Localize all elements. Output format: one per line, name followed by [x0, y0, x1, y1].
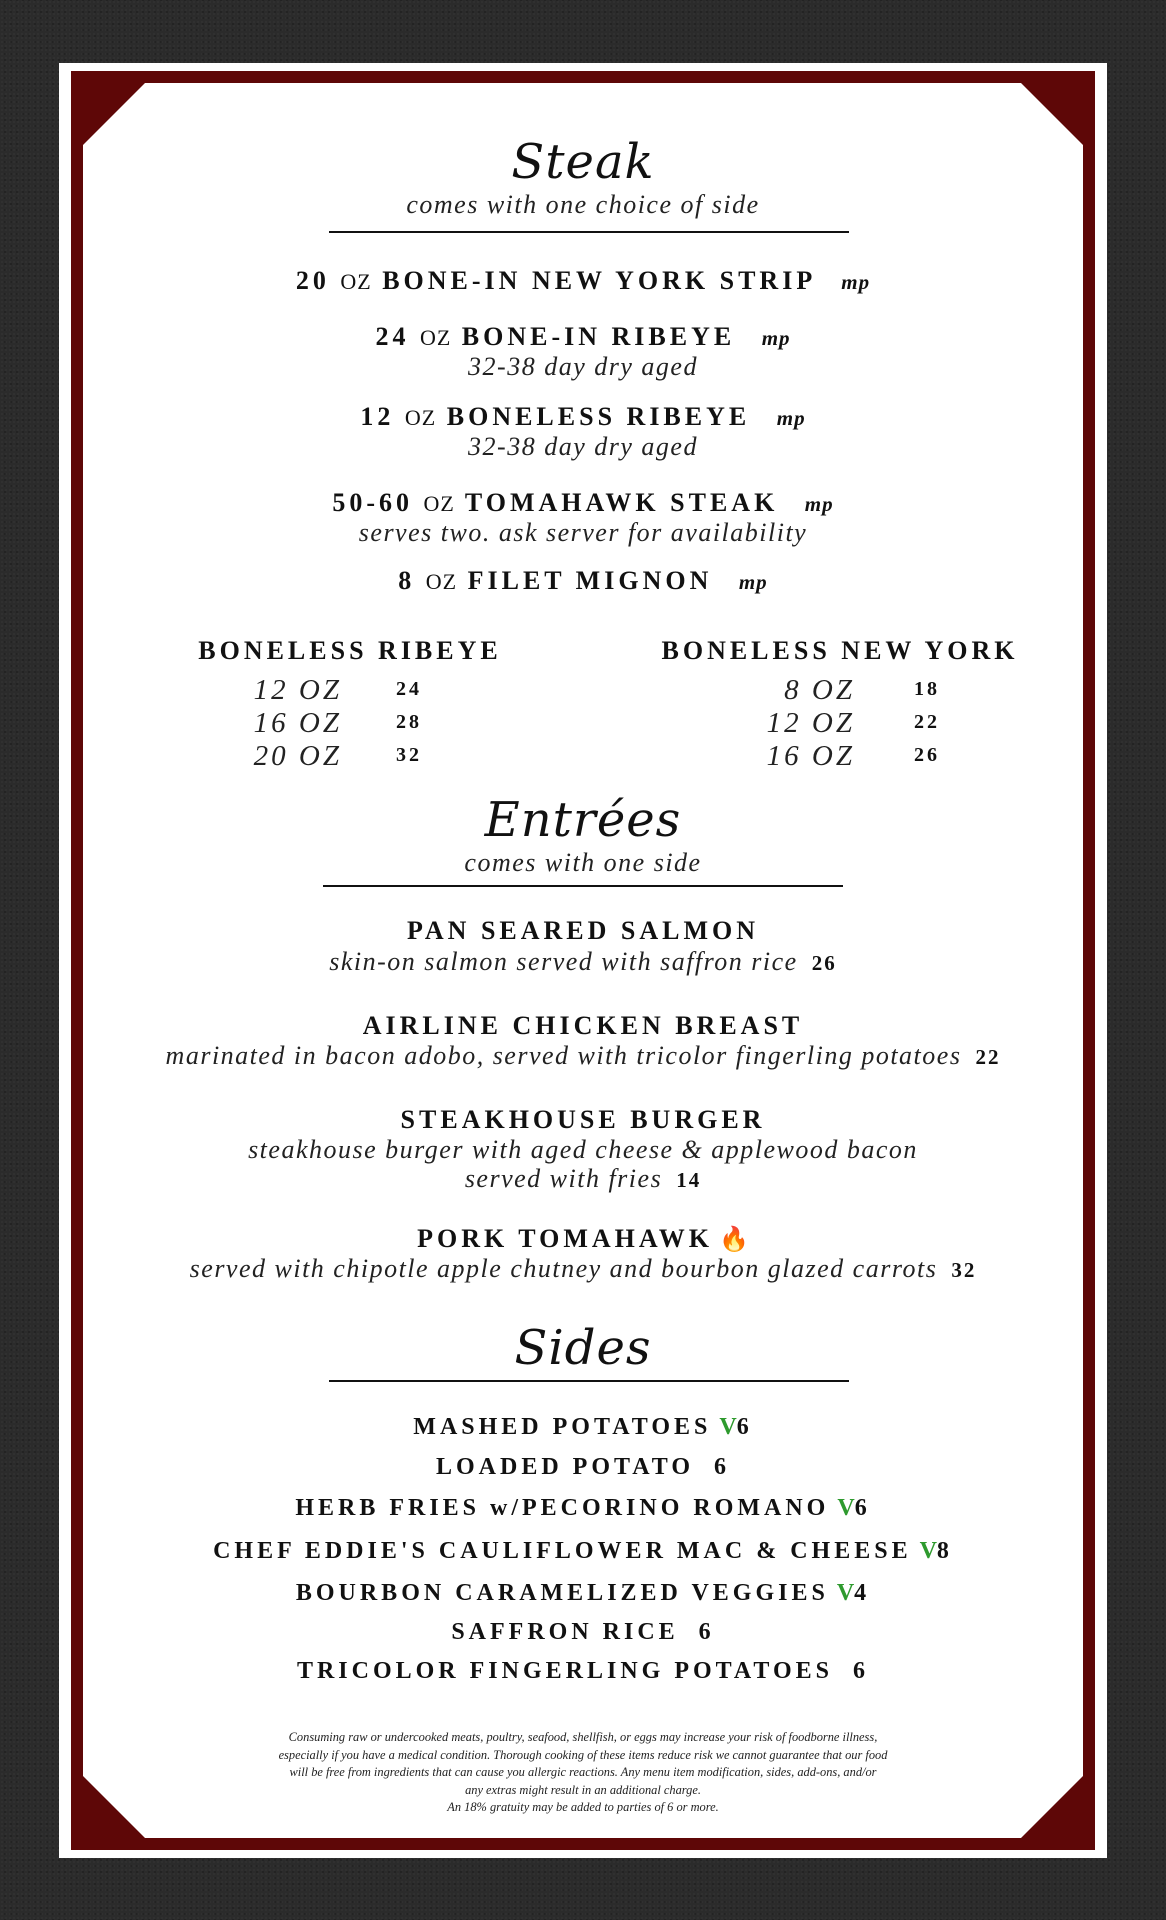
entree-name-text: PORK TOMAHAWK [417, 1224, 713, 1253]
side-name: MASHED POTATOES [413, 1414, 712, 1440]
steak-item [0, 402, 1166, 432]
side-price: 6 [736, 1414, 753, 1440]
entree-price: 32 [951, 1258, 977, 1282]
size-label: 8 OZ [784, 674, 855, 706]
side-item [0, 1454, 1166, 1481]
size-price: 26 [914, 744, 940, 766]
side-item [0, 1495, 1166, 1522]
steak-item [0, 266, 1166, 296]
size-price: 24 [396, 678, 422, 700]
side-name: HERB FRIES w/PECORINO ROMANO [295, 1495, 830, 1521]
steak-item-name: TOMAHAWK STEAK [464, 488, 779, 517]
steak-item-note: serves two. ask server for availability [358, 518, 808, 547]
steak-item [0, 322, 1166, 352]
disclaimer-line: Consuming raw or undercooked meats, poultry, seafood, shellfish, or eggs may increase your risk of foodborne illness, [288, 1730, 878, 1744]
steak-item-weight: 8 [398, 566, 416, 595]
leaf-icon: V [837, 1495, 855, 1521]
steak-item-name: BONELESS RIBEYE [446, 402, 751, 431]
disclaimer-line: any extras might result in an additional charge. [465, 1782, 701, 1797]
steak-item-price: mp [761, 326, 791, 350]
entrees-section-subtitle: comes with one side [464, 848, 702, 877]
steak-item-weight: 20 [295, 266, 330, 295]
steak-item-weight: 50-60 [332, 488, 414, 517]
entree-desc [0, 1041, 1166, 1071]
steak-item-unit: OZ [340, 269, 372, 294]
side-name: CHEF EDDIE'S CAULIFLOWER MAC & CHEESE [213, 1538, 912, 1564]
side-item [0, 1414, 1166, 1441]
entree-name: PAN SEARED SALMON [406, 916, 760, 945]
entree-desc-text: served with fries [464, 1164, 663, 1193]
side-name: SAFFRON RICE [451, 1619, 679, 1645]
entree-price: 26 [811, 951, 837, 975]
entree-price: 22 [975, 1045, 1001, 1069]
flame-icon: 🔥 [719, 1227, 749, 1253]
steak-item-price: mp [738, 570, 768, 594]
size-price: 22 [914, 711, 940, 733]
steak-item-weight: 24 [375, 322, 410, 351]
entree-desc [0, 947, 1166, 977]
steak-section-subtitle: comes with one choice of side [406, 190, 760, 219]
steak-item-price: mp [804, 492, 834, 516]
disclaimer [0, 1729, 1166, 1817]
side-price: 6 [854, 1495, 871, 1521]
side-price: 8 [936, 1538, 953, 1564]
steak-item-name: BONE-IN RIBEYE [461, 322, 736, 351]
side-item [0, 1538, 1166, 1565]
disclaimer-line: An 18% gratuity may be added to parties of 6 or more. [447, 1800, 719, 1814]
entree-desc-text: served with chipotle apple chutney and bourbon glazed carrots [189, 1254, 938, 1283]
steak-item-name: BONE-IN NEW YORK STRIP [382, 266, 815, 295]
size-label: 16 OZ [253, 707, 342, 739]
steak-divider [329, 231, 849, 233]
steak-item-price: mp [841, 270, 871, 294]
entree-desc-text: marinated in bacon adobo, served with tricolor fingerling potatoes [165, 1041, 962, 1070]
ribeye-by-weight-title: BONELESS RIBEYE [198, 636, 502, 665]
size-label: 16 OZ [766, 740, 855, 772]
size-label: 12 OZ [253, 674, 342, 706]
entree-desc: steakhouse burger with aged cheese & applewood bacon [248, 1135, 918, 1164]
size-price: 32 [396, 744, 422, 766]
sides-divider [329, 1380, 849, 1382]
steak-item-unit: OZ [423, 491, 455, 516]
steak-item-unit: OZ [419, 325, 452, 350]
size-price: 18 [914, 678, 940, 700]
side-item [0, 1619, 1166, 1646]
sides-section-title: Sides [514, 1320, 652, 1376]
size-label: 12 OZ [766, 707, 855, 739]
side-price: 4 [854, 1580, 871, 1606]
side-price: 6 [698, 1619, 715, 1645]
entree-name: AIRLINE CHICKEN BREAST [362, 1011, 804, 1040]
leaf-icon: V [836, 1580, 855, 1606]
leaf-icon: V [919, 1538, 937, 1564]
side-name: TRICOLOR FINGERLING POTATOES [296, 1658, 834, 1684]
size-label: 20 OZ [253, 740, 342, 772]
steak-section-title: Steak [511, 134, 655, 190]
side-price: 6 [714, 1454, 731, 1480]
leaf-icon: V [719, 1414, 737, 1440]
entree-desc [0, 1254, 1166, 1284]
steak-item-unit: OZ [425, 569, 458, 594]
entree-name: STEAKHOUSE BURGER [400, 1105, 766, 1134]
steak-item-price: mp [776, 406, 806, 430]
side-price: 6 [853, 1658, 870, 1684]
entrees-section-title: Entrées [484, 792, 682, 848]
steak-item [0, 488, 1166, 518]
steak-item-weight: 12 [360, 402, 395, 431]
steak-item-note: 32-38 day dry aged [468, 352, 698, 381]
entree-desc-text: skin-on salmon served with saffron rice [329, 947, 798, 976]
steak-item-unit: OZ [404, 405, 437, 430]
side-name: BOURBON CARAMELIZED VEGGIES [295, 1580, 829, 1606]
steak-item [0, 566, 1166, 596]
size-price: 28 [396, 711, 422, 733]
steak-item-note: 32-38 day dry aged [468, 432, 698, 461]
side-item [0, 1658, 1166, 1685]
entrees-divider [323, 885, 843, 887]
disclaimer-line: especially if you have a medical condition. Thorough cooking of these items reduce risk we cannot guarantee that our food [278, 1747, 888, 1762]
entree-price: 14 [676, 1168, 702, 1192]
entree-name [0, 1224, 1166, 1254]
entree-desc [0, 1164, 1166, 1194]
disclaimer-line: will be free from ingredients that can cause you allergic reactions. Any menu item modification, sides, add-ons, and/or [289, 1765, 877, 1779]
newyork-by-weight-title: BONELESS NEW YORK [661, 636, 1019, 665]
steak-item-name: FILET MIGNON [467, 566, 713, 595]
side-name: LOADED POTATO [435, 1454, 695, 1480]
side-item [0, 1580, 1166, 1607]
